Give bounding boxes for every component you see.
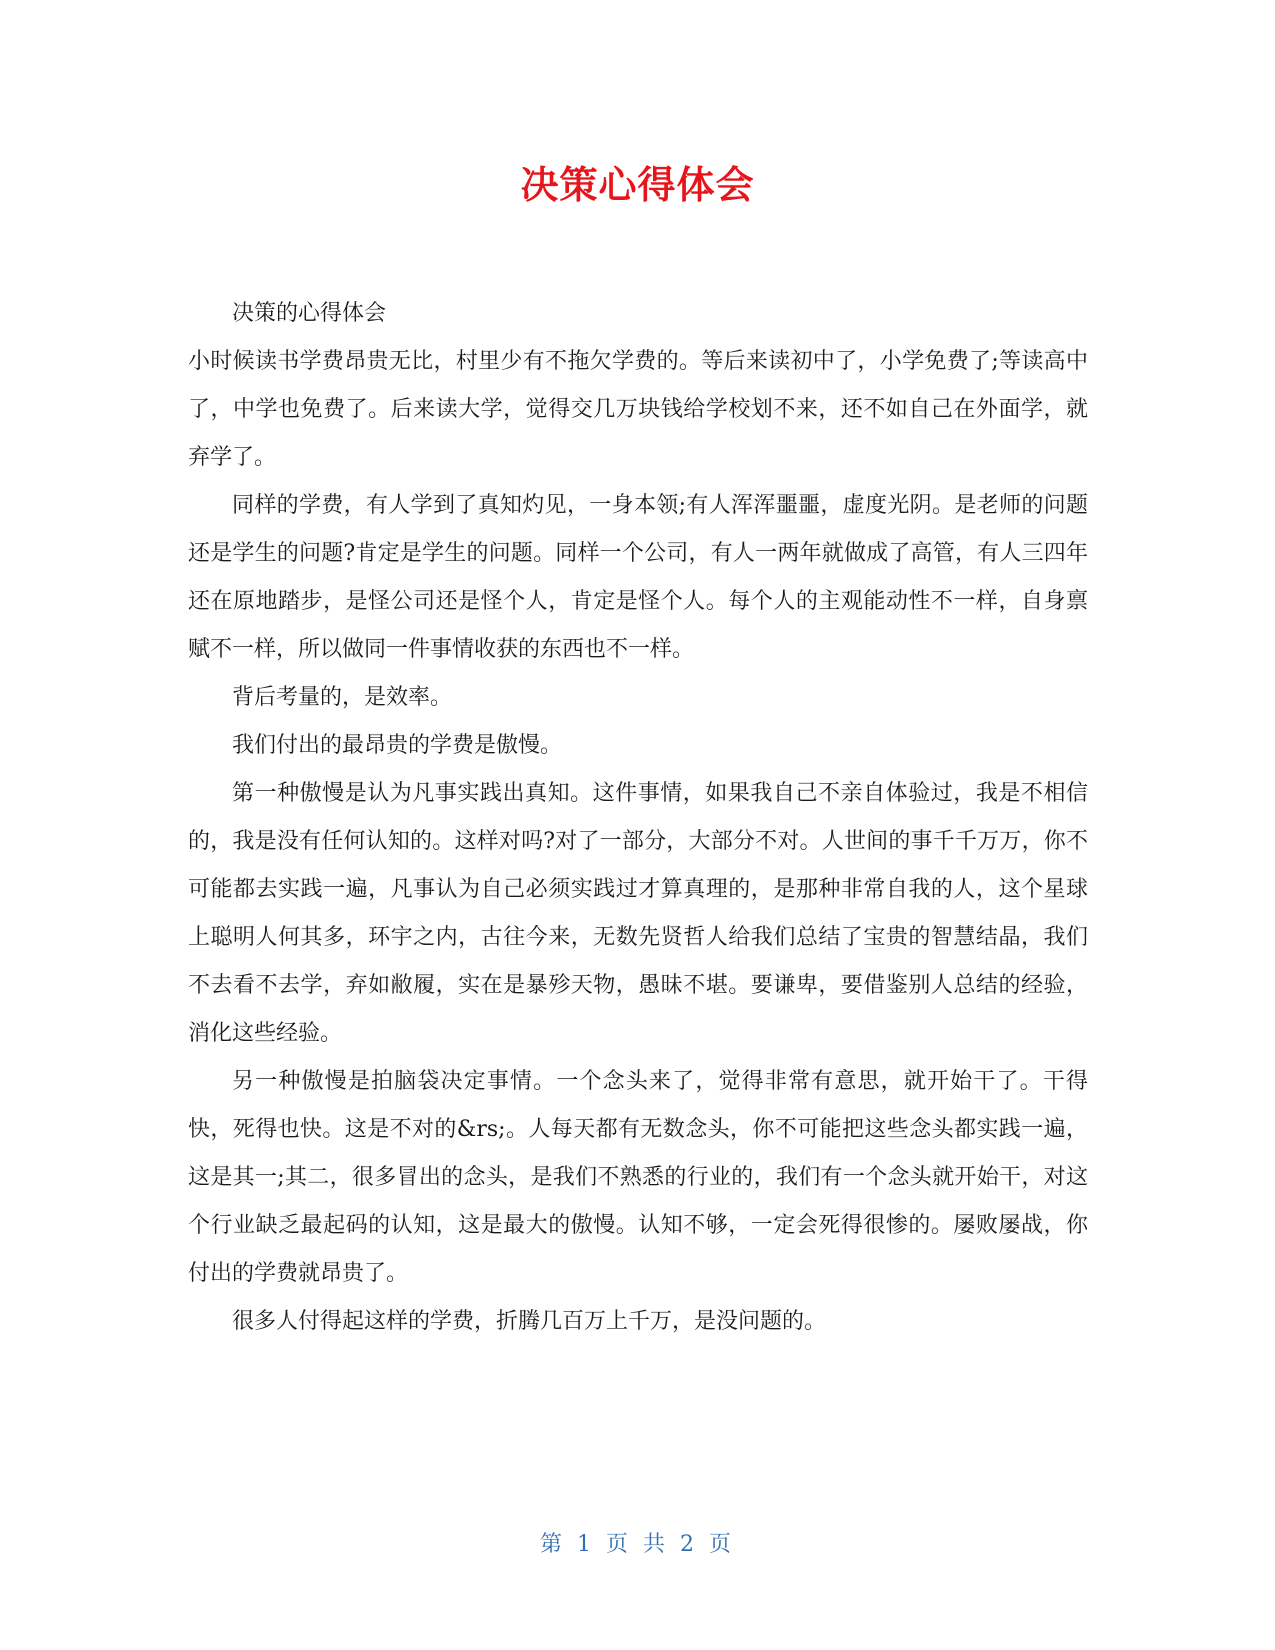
document-title: 决策心得体会 <box>520 163 755 207</box>
paragraph: 小时候读书学费昂贵无比，村里少有不拖欠学费的。等后来读初中了，小学免费了;等读高中了，中学也免费了。后来读大学，觉得交几万块钱给学校划不来，还不如自己在外面学，就弃学了。 <box>188 349 1088 470</box>
paragraph: 很多人付得起这样的学费，折腾几百万上千万，是没问题的。 <box>232 1309 827 1334</box>
paragraph: 另一种傲慢是拍脑袋决定事情。一个念头来了，觉得非常有意思，就开始干了。干得快，死得也快。这是不对的&rs;。人每天都有无数念头，你不可能把这些念头都实践一遍，这是其一;其二，很多冒出的念头，是我们不熟悉的行业的，我们有一个念头就开始干，对这个行业缺乏最起码的认知，这是最大的傲慢。认知不够，一定会死得很惨的。屡败屡战，你付出的学费就昂贵了。 <box>188 1069 1088 1286</box>
document-body <box>188 290 1088 1346</box>
paragraph: 同样的学费，有人学到了真知灼见，一身本领;有人浑浑噩噩，虚度光阴。是老师的问题还是学生的问题?肯定是学生的问题。同样一个公司，有人一两年就做成了高管，有人三四年还在原地踏步，是怪公司还是怪个人，肯定是怪个人。每个人的主观能动性不一样，自身禀赋不一样，所以做同一件事情收获的东西也不一样。 <box>188 493 1088 662</box>
paragraph: 第一种傲慢是认为凡事实践出真知。这件事情，如果我自己不亲自体验过，我是不相信的，我是没有任何认知的。这样对吗?对了一部分，大部分不对。人世间的事千千万万，你不可能都去实践一遍，凡事认为自己必须实践过才算真理的，是那种非常自我的人，这个星球上聪明人何其多，环宇之内，古往今来，无数先贤哲人给我们总结了宝贵的智慧结晶，我们不去看不去学，弃如敝履，实在是暴殄天物，愚昧不堪。要谦卑，要借鉴别人总结的经验，消化这些经验。 <box>188 781 1088 1046</box>
page-number-footer: 第 1 页 共 2 页 <box>540 1532 735 1557</box>
paragraph: 我们付出的最昂贵的学费是傲慢。 <box>232 733 563 758</box>
paragraph: 背后考量的，是效率。 <box>232 685 453 710</box>
paragraph-heading: 决策的心得体会 <box>232 301 387 326</box>
